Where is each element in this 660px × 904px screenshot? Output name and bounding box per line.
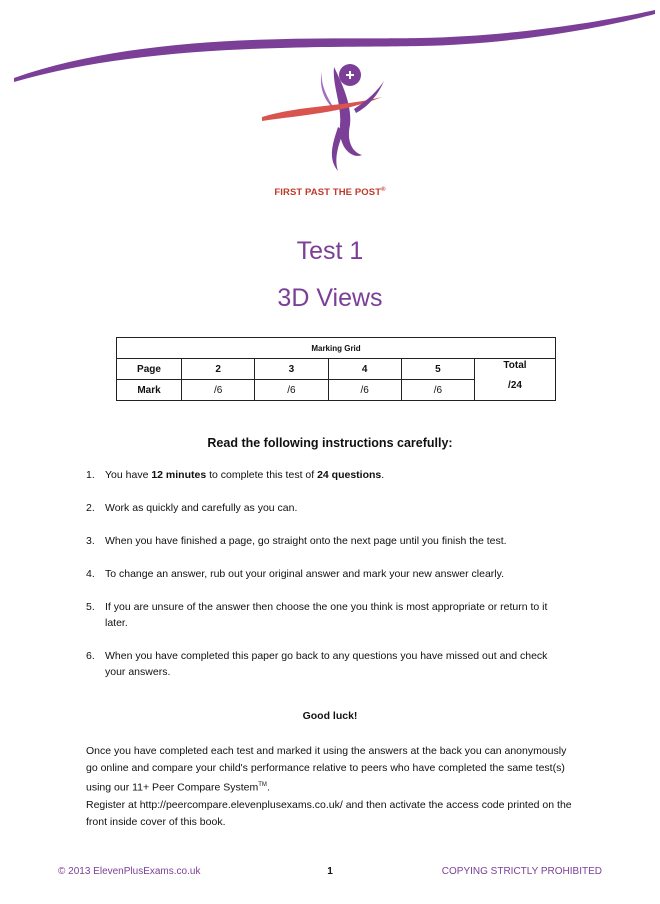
instruction-text: Work as quickly and carefully as you can. <box>105 502 298 514</box>
grid-page-cell: 3 <box>255 359 328 380</box>
grid-mark-cell: /6 <box>255 380 328 401</box>
note-period: . <box>266 781 270 794</box>
instruction-item <box>86 500 566 516</box>
good-luck-text: Good luck! <box>302 710 358 722</box>
instruction-text: To change an answer, rub out your original answer and mark your new answer clearly. <box>105 568 505 580</box>
note-paragraph: Once you have completed each test and marked it using the answers at the back you can anonymously go online and compare your child's performance relative to peers who have completed the same test(s) using our 11+ Peer Compare System <box>86 745 567 794</box>
test-subtitle: 3D Views <box>277 284 383 312</box>
instruction-emphasis: 12 minutes <box>151 469 207 481</box>
grid-mark-cell: /6 <box>328 380 401 401</box>
instruction-number: 3. <box>86 535 95 547</box>
instruction-emphasis: 24 questions <box>317 469 382 481</box>
grid-mark-cell: /6 <box>182 380 255 401</box>
grid-total-mark: /24 <box>508 380 522 391</box>
grid-mark-cell: /6 <box>401 380 474 401</box>
test-title: Test 1 <box>296 237 364 265</box>
marking-grid <box>116 337 556 401</box>
instructions-heading: Read the following instructions carefully: <box>207 436 453 450</box>
footer-page-number: 1 <box>327 866 333 877</box>
grid-mark-label: Mark <box>117 380 182 401</box>
instruction-item <box>86 599 566 631</box>
instruction-item <box>86 533 566 549</box>
instruction-text: to complete this test of <box>206 469 318 481</box>
grid-page-cell: 5 <box>401 359 474 380</box>
instructions-list <box>86 467 566 697</box>
grid-total-label: Total <box>503 360 527 371</box>
instruction-number: 2. <box>86 502 95 514</box>
instruction-text: When you have finished a page, go straight onto the next page until you finish the test. <box>105 535 507 547</box>
instruction-number: 6. <box>86 650 95 662</box>
instruction-item <box>86 566 566 582</box>
runner-logo <box>262 55 392 185</box>
instruction-number: 4. <box>86 568 95 580</box>
brand-text: FIRST PAST THE POST <box>274 187 382 199</box>
marking-grid-caption: Marking Grid <box>117 338 556 359</box>
trademark-mark: TM <box>258 782 267 788</box>
footer-copyright: © 2013 ElevenPlusExams.co.uk <box>58 866 201 877</box>
instruction-text: When you have completed this paper go back to any questions you have missed out and check your answers. <box>105 650 548 678</box>
grid-page-label: Page <box>117 359 182 380</box>
peer-compare-note <box>86 743 576 831</box>
brand-name <box>0 187 660 198</box>
grid-page-cell: 2 <box>182 359 255 380</box>
instruction-number: 5. <box>86 601 95 613</box>
grid-total-cell <box>475 359 556 401</box>
instruction-text: You have <box>105 469 152 481</box>
instruction-text: . <box>381 469 385 481</box>
note-register-text: Register at http://peercompare.elevenplusexams.co.uk/ and then activate the access code printed on the front inside cover of this book. <box>86 798 572 828</box>
instruction-number: 1. <box>86 469 95 481</box>
instruction-item <box>86 648 566 680</box>
brand-registered-mark: ® <box>381 187 386 193</box>
instruction-text: If you are unsure of the answer then choose the one you think is most appropriate or return to it later. <box>105 601 548 629</box>
instruction-item <box>86 467 566 483</box>
footer-notice: COPYING STRICTLY PROHIBITED <box>441 866 602 877</box>
grid-page-cell: 4 <box>328 359 401 380</box>
